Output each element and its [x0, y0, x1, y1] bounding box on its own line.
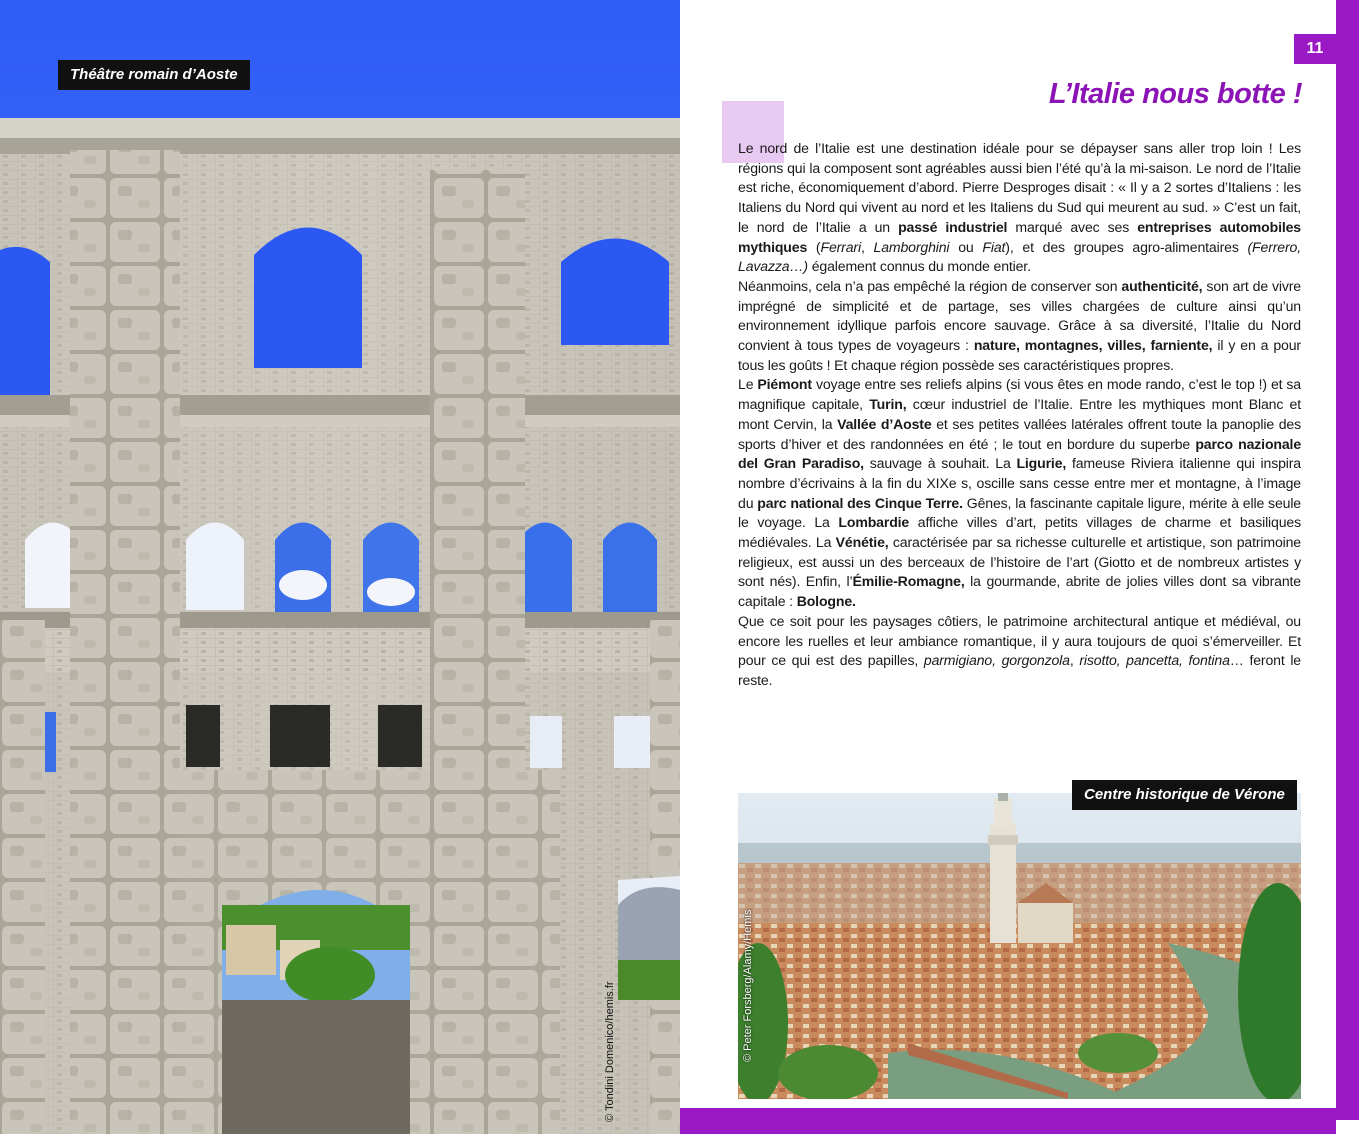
text-run: Gênes, la fascinante capitale ligure, mérite à elle seule le voyage. La: [738, 494, 1301, 531]
italic-run: Lamborghini: [873, 238, 950, 255]
text-run: sauvage à souhait. La: [863, 455, 1017, 472]
paragraph-authenticity: [738, 277, 1301, 376]
bold-run: parc national des Cinque Terre.: [757, 494, 963, 511]
page-number: 11: [1294, 34, 1336, 64]
verona-photo: [738, 793, 1301, 1099]
left-photo-caption: Théâtre romain d’Aoste: [58, 60, 250, 90]
page-edge-bar: [1336, 0, 1359, 1120]
text-run: ,: [860, 238, 874, 255]
text-run: ou: [949, 238, 983, 255]
bold-run: Vénétie,: [835, 534, 889, 551]
text-run: voyage entre ses reliefs alpins (si vous êtes en mode rando, c’est le top !) et sa magnifique capitale,: [738, 376, 1301, 413]
paragraph-conclusion: [738, 612, 1301, 691]
text-run: Le: [738, 376, 758, 393]
bold-run: passé industriel: [898, 218, 1008, 235]
text-run: Néanmoins, cela n’a pas empêché la région de conserver son: [738, 277, 1122, 294]
italic-run: (Ferrero, Lavazza…): [738, 238, 1301, 275]
text-run: également connus du monde entier.: [807, 258, 1031, 275]
bold-run: Émilie-Romagne,: [852, 573, 965, 590]
verona-illustration: [738, 793, 1301, 1099]
text-run: Que ce soit pour les paysages côtiers, le patrimoine architectural antique et médiéval, ou encore les ruelles et leur ambiance romantique, il y aura toujours de quoi s’émerveiller. Et pour ce qui est des papilles,: [738, 612, 1301, 669]
verona-photo-caption: Centre historique de Vérone: [1072, 780, 1297, 810]
verona-photo-credit: © Peter Forsberg/Alamy/Hemis: [742, 909, 754, 1062]
text-run: la gourmande, abrite de jolies villes dont sa vibrante capitale :: [738, 573, 1301, 610]
text-run: (: [807, 238, 821, 255]
text-run: son art de vivre imprégné de simplicité et de partage, ses villes chargées de culture ainsi qu’un environnement idyllique parfois encore sauvage. Grâce à sa diversité, l’Italie du Nord convient à tous types de voyageurs :: [738, 277, 1302, 354]
text-run: cœur industriel de l’Italie. Entre les mythiques mont Blanc et mont Cervin, la: [738, 396, 1302, 432]
bold-run: Lombardie: [838, 514, 910, 531]
paragraph-regions: [738, 375, 1301, 611]
text-run: affiche villes d’art, petits villages de charme et basiliques médiévales. La: [738, 514, 1301, 551]
italic-run: parmigiano, gorgonzola: [923, 652, 1070, 669]
body-text: [738, 139, 1301, 691]
text-run: marqué avec ses: [1007, 218, 1138, 235]
bold-run: entreprises automobiles mythiques: [738, 218, 1301, 255]
paragraph-intro: [738, 139, 1301, 277]
text-run: il y en a pour tous les goûts ! Et chaque région possède ses caractéristiques propres.: [738, 337, 1301, 373]
italic-run: Fiat: [982, 238, 1006, 255]
bold-run: Turin,: [869, 396, 907, 413]
bold-run: Piémont: [757, 376, 812, 393]
italic-run: risotto, pancetta, fontina: [1079, 652, 1230, 669]
page-title: L’Italie nous botte !: [1048, 78, 1302, 110]
text-run: ), et des groupes agro-alimentaires: [1005, 238, 1248, 255]
italic-run: Ferrari: [820, 238, 861, 255]
bold-run: authenticité,: [1121, 277, 1203, 294]
bold-run: Ligurie,: [1016, 455, 1067, 472]
bold-run: Vallée d’Aoste: [837, 415, 932, 432]
text-run: ,: [1069, 652, 1080, 669]
text-run: et ses petites vallées latérales offrent toute la panoplie des sports d’hiver et des randonnées en été ; le tout en bordure du superbe: [738, 415, 1301, 452]
text-run: fameuse Riviera italienne qui inspira nombre d’écrivains à la fin du XIXe s, oscille sans cesse entre mer et montagne, à l’image du: [738, 455, 1301, 511]
text-run: … feront le reste.: [738, 652, 1301, 688]
text-run: caractérisée par sa richesse culturelle et artistique, son patrimoine religieux, est aussi un des berceaux de l’histoire de l’art (Giotto et de nombreux artistes y sont nés). Enfin, l’: [738, 534, 1301, 590]
bold-run: parco nazionale del Gran Paradiso,: [738, 435, 1302, 472]
bold-run: Bologne.: [796, 593, 856, 610]
left-photo-credit: © Tondini Domenico/hemis.fr: [604, 981, 616, 1122]
text-run: Le nord de l’Italie est une destination idéale pour se dépayser sans aller trop loin ! Les régions qui la composent sont agréables aussi bien l’été qu’à la mi-saison. Le nord de l’Italie est riche, économiquement d’abord. Pierre Desproges disait : « Il y a 2 sortes d’Italiens : les Italiens du Nord qui vivent au nord et les Italiens du Sud qui meurent au sud. » C’est un fait, le nord de l’Italie a un: [738, 140, 1301, 235]
page-bottom-bar: [680, 1108, 1336, 1134]
bold-run: nature, montagnes, villes, farniente,: [973, 337, 1213, 354]
